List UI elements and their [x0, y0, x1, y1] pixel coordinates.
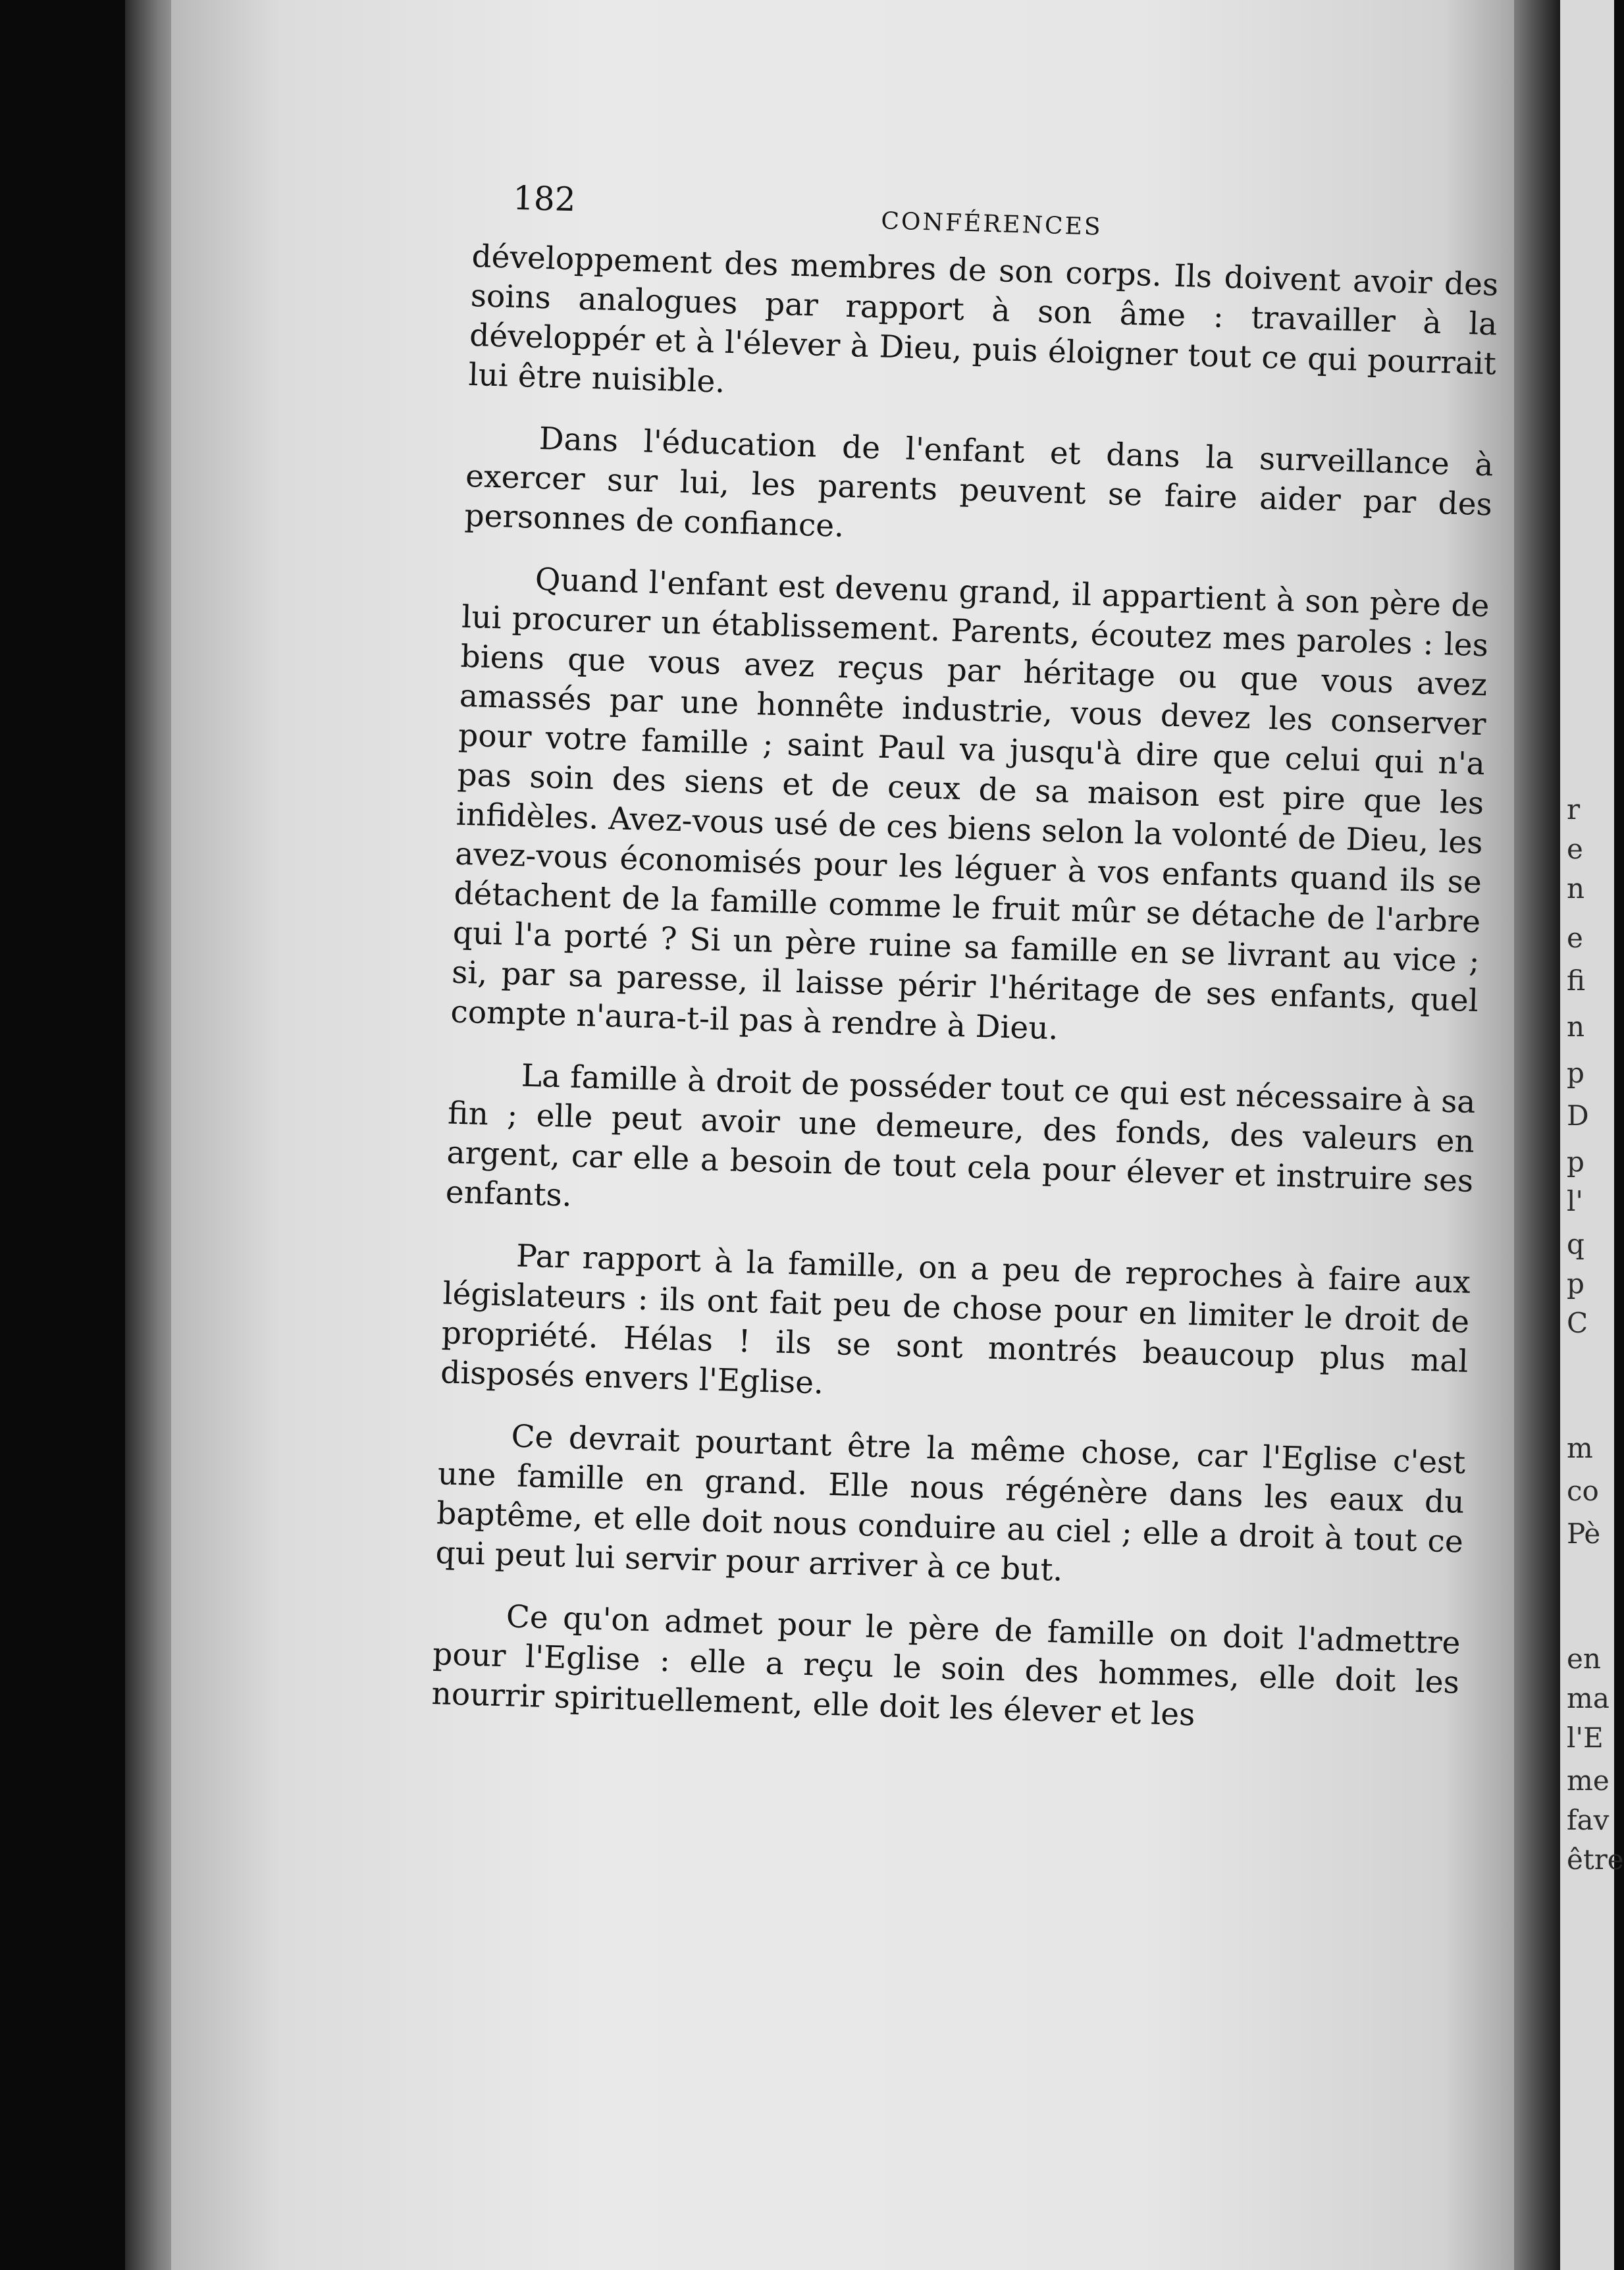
- page-number: 182: [512, 178, 577, 219]
- next-page-fragment: fav: [1567, 1804, 1610, 1836]
- paragraph: Ce qu'on admet pour le père de famille on doit l'admettre pour l'Eglise : elle a reçu le soin des hommes, elle doit les nourrir spirituellement, elle doit les élever et les: [431, 1598, 1461, 1733]
- next-page-fragment: co: [1567, 1475, 1599, 1507]
- next-page-fragment: fi: [1567, 964, 1586, 997]
- next-page-fragment: Pè: [1567, 1518, 1601, 1550]
- paragraph: Par rapport à la famille, on a peu de reproches à faire aux législateurs : ils ont fait peu de chose pour en limiter le droit de propriété. Hélas ! ils se sont montrés beaucoup plus mal disposés envers l'Eglise.: [440, 1238, 1471, 1402]
- next-page-fragment: C: [1567, 1307, 1588, 1339]
- paragraph: Ce devrait pourtant être la même chose, car l'Eglise c'est une famille en grand. Elle nous régénère dans les eaux du baptême, et elle doit nous conduire au ciel ; elle a droit à tout ce qui peut lui servir pour arriver à ce but.: [434, 1418, 1466, 1589]
- book-gutter: [1514, 0, 1560, 2270]
- paragraph: La famille à droit de posséder tout ce qui est nécessaire à sa fin ; elle peut avoir une demeure, des fonds, des valeurs en argent, car elle a besoin de tout cela pour élever et instruire ses enfants.: [445, 1057, 1477, 1214]
- next-page-fragment: p: [1567, 1057, 1585, 1089]
- next-page-fragment: r: [1567, 793, 1581, 826]
- paragraph: Dans l'éducation de l'enfant et dans la surveillance à exercer sur lui, les parents peuvent se faire aider par des personnes de confiance.: [463, 420, 1494, 544]
- next-page-fragment: n: [1567, 872, 1585, 905]
- page-text-block: [431, 178, 1501, 1765]
- next-page-fragment: l': [1567, 1185, 1583, 1217]
- next-page-fragment: m: [1567, 1432, 1593, 1464]
- running-title: CONFÉRENCES: [880, 207, 1103, 241]
- next-page-fragment: e: [1567, 833, 1583, 865]
- next-page-fragment: n: [1567, 1011, 1585, 1043]
- next-page-fragment: e: [1567, 922, 1583, 954]
- paragraph: Quand l'enfant est devenu grand, il appartient à son père de lui procurer un établissement. Parents, écoutez mes paroles : les biens que vous avez reçus par héritage ou que vous avez amassés par une honnête industrie, vous devez les conserver pour votre famille ; saint Paul va jusqu'à dire que celui qui n'a pas soin des siens et de ceux de sa maison est pire que les infidèles. Avez-vous usé de ces biens selon la volonté de Dieu, les avez-vous économisés pour les léguer à vos enfants quand ils se détachent de la famille comme le fruit mûr se détache de l'arbre qui l'a porté ? Si un père ruine sa famille en se livrant au vice ; si, par sa paresse, il laisse périr l'héritage de ses enfants, quel compte n'aura-t-il pas à rendre à Dieu.: [450, 561, 1490, 1047]
- next-page-fragment: D: [1567, 1099, 1589, 1132]
- next-page-fragment: être: [1567, 1843, 1624, 1876]
- next-page-fragment: ma: [1567, 1682, 1610, 1714]
- paragraph: développement des membres de son corps. Ils doivent avoir des soins analogues par rapport à son âme : travailler à la développér et à l'élever à Dieu, puis éloigner tout ce qui pourrait lui être nuisible.: [467, 238, 1499, 400]
- next-page-fragment: p: [1567, 1146, 1585, 1178]
- next-page-edge: [1560, 0, 1624, 2270]
- next-page-fragment: en: [1567, 1643, 1601, 1675]
- next-page-fragment: me: [1567, 1764, 1610, 1797]
- next-page-fragment: q: [1567, 1228, 1585, 1260]
- next-page-fragment: l'E: [1567, 1722, 1604, 1754]
- next-page-fragment: p: [1567, 1267, 1585, 1300]
